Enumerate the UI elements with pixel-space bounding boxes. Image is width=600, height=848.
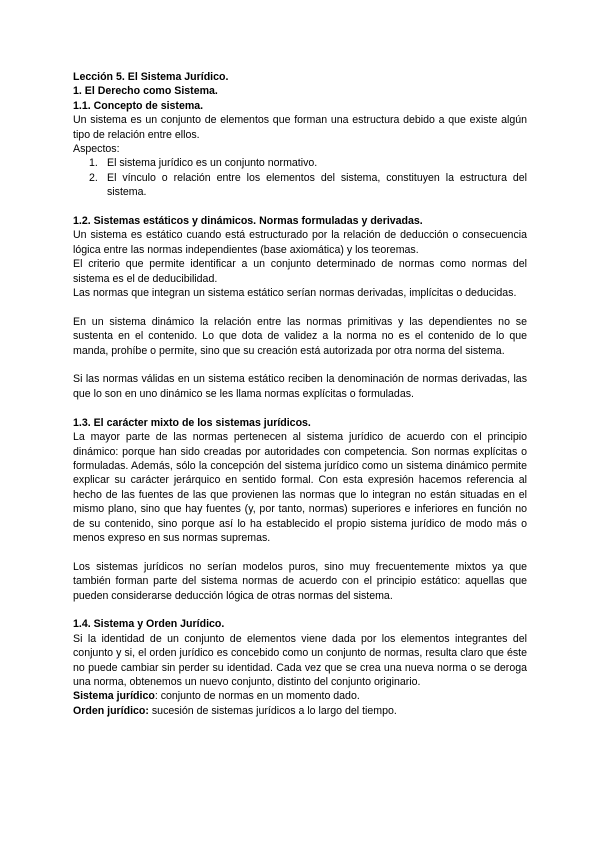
spacer (73, 401, 527, 415)
paragraph: Un sistema es estático cuando está estructurado por la relación de deducción o consecuencia lógica entre las normas independientes (base axiomática) y los teoremas. (73, 229, 527, 256)
lesson-title: Lección 5. El Sistema Jurídico. (73, 71, 229, 83)
paragraph: En un sistema dinámico la relación entre las normas primitivas y las dependientes no se sustenta en el contenido. Lo que dota de validez a la norma no es el contenido de lo que manda, prohíbe o permite, sino que su creación está autorizada por otra norma del sistema. (73, 315, 527, 357)
subsection-heading-1-4: 1.4. Sistema y Orden Jurídico. (73, 618, 225, 631)
section-heading-1: 1. El Derecho como Sistema. (73, 85, 218, 98)
definition-text: sucesión de sistemas jurídicos a lo largo del tiempo. (148, 704, 397, 717)
aspects-label: Aspectos: (73, 143, 120, 156)
list-item-text: El sistema jurídico es un conjunto normativo. (107, 157, 318, 170)
subsection-heading-1-3: 1.3. El carácter mixto de los sistemas jurídicos. (73, 416, 311, 429)
document-body (73, 70, 527, 718)
definition-term: Orden jurídico: (73, 704, 149, 717)
list-item-text: El vínculo o relación entre los elementos del sistema, constituyen la estructura del sistema. (107, 171, 527, 199)
definition-orden-juridico (73, 704, 527, 718)
paragraph: El criterio que permite identificar a un conjunto determinado de normas como normas del sistema es el de deducibilidad. (73, 258, 527, 285)
spacer (73, 603, 527, 617)
spacer (73, 545, 527, 559)
subsection-heading-1-1: 1.1. Concepto de sistema. (73, 99, 204, 112)
subsection-heading-1-2: 1.2. Sistemas estáticos y dinámicos. Normas formuladas y derivadas. (73, 215, 423, 228)
list-item (73, 171, 527, 200)
definition-term: Sistema jurídico (73, 690, 155, 703)
definition-text: : conjunto de normas en un momento dado. (154, 690, 360, 703)
spacer (73, 300, 527, 314)
paragraph: Las normas que integran un sistema estático serían normas derivadas, implícitas o deducidas. (73, 287, 517, 300)
spacer (73, 358, 527, 372)
spacer (73, 200, 527, 214)
paragraph: Los sistemas jurídicos no serían modelos puros, sino muy frecuentemente mixtos ya que también forman parte del sistema normas de acuerdo con el principio estático: aquellas que pueden considerarse deducción lógica de otras normas del sistema. (73, 560, 527, 602)
paragraph: La mayor parte de las normas pertenecen al sistema jurídico de acuerdo con el principio dinámico: porque han sido creadas por autoridades con competencia. Son normas explícitas o formuladas. Además, sólo la concepción del sistema jurídico como un sistema dinámico permite explicar su carácter jerárquico en sentido formal. Con esta expresión hacemos referencia al hecho de las fuentes de las que provienen las normas que lo integran no están situadas en el mismo plano, sino que hay fuentes (y, por tanto, normas) superiores e inferiores en función no de su contenido, sino porque así lo ha establecido el propio sistema jurídico de modo más o menos expreso en sus normas supremas. (73, 431, 527, 544)
list-item-number: 2. (89, 171, 98, 184)
list-item-number: 1. (89, 157, 98, 170)
paragraph: Un sistema es un conjunto de elementos que forman una estructura debido a que existe algún tipo de relación entre ellos. (73, 114, 527, 141)
paragraph: Si la identidad de un conjunto de elementos viene dada por los elementos integrantes del conjunto y si, el orden jurídico es concebido como un conjunto de normas, resulta claro que éste no puede cambiar sin perder su identidad. Cada vez que se crea una nueva norma o se deroga una norma, obtenemos un nuevo conjunto, distinto del conjunto originario. (73, 632, 527, 688)
list-item (73, 156, 527, 170)
aspects-list (73, 156, 527, 199)
definition-sistema-juridico (73, 689, 527, 703)
paragraph: Si las normas válidas en un sistema estático reciben la denominación de normas derivadas, las que lo son en uno dinámico se les llama normas explícitas o formuladas. (73, 373, 527, 400)
